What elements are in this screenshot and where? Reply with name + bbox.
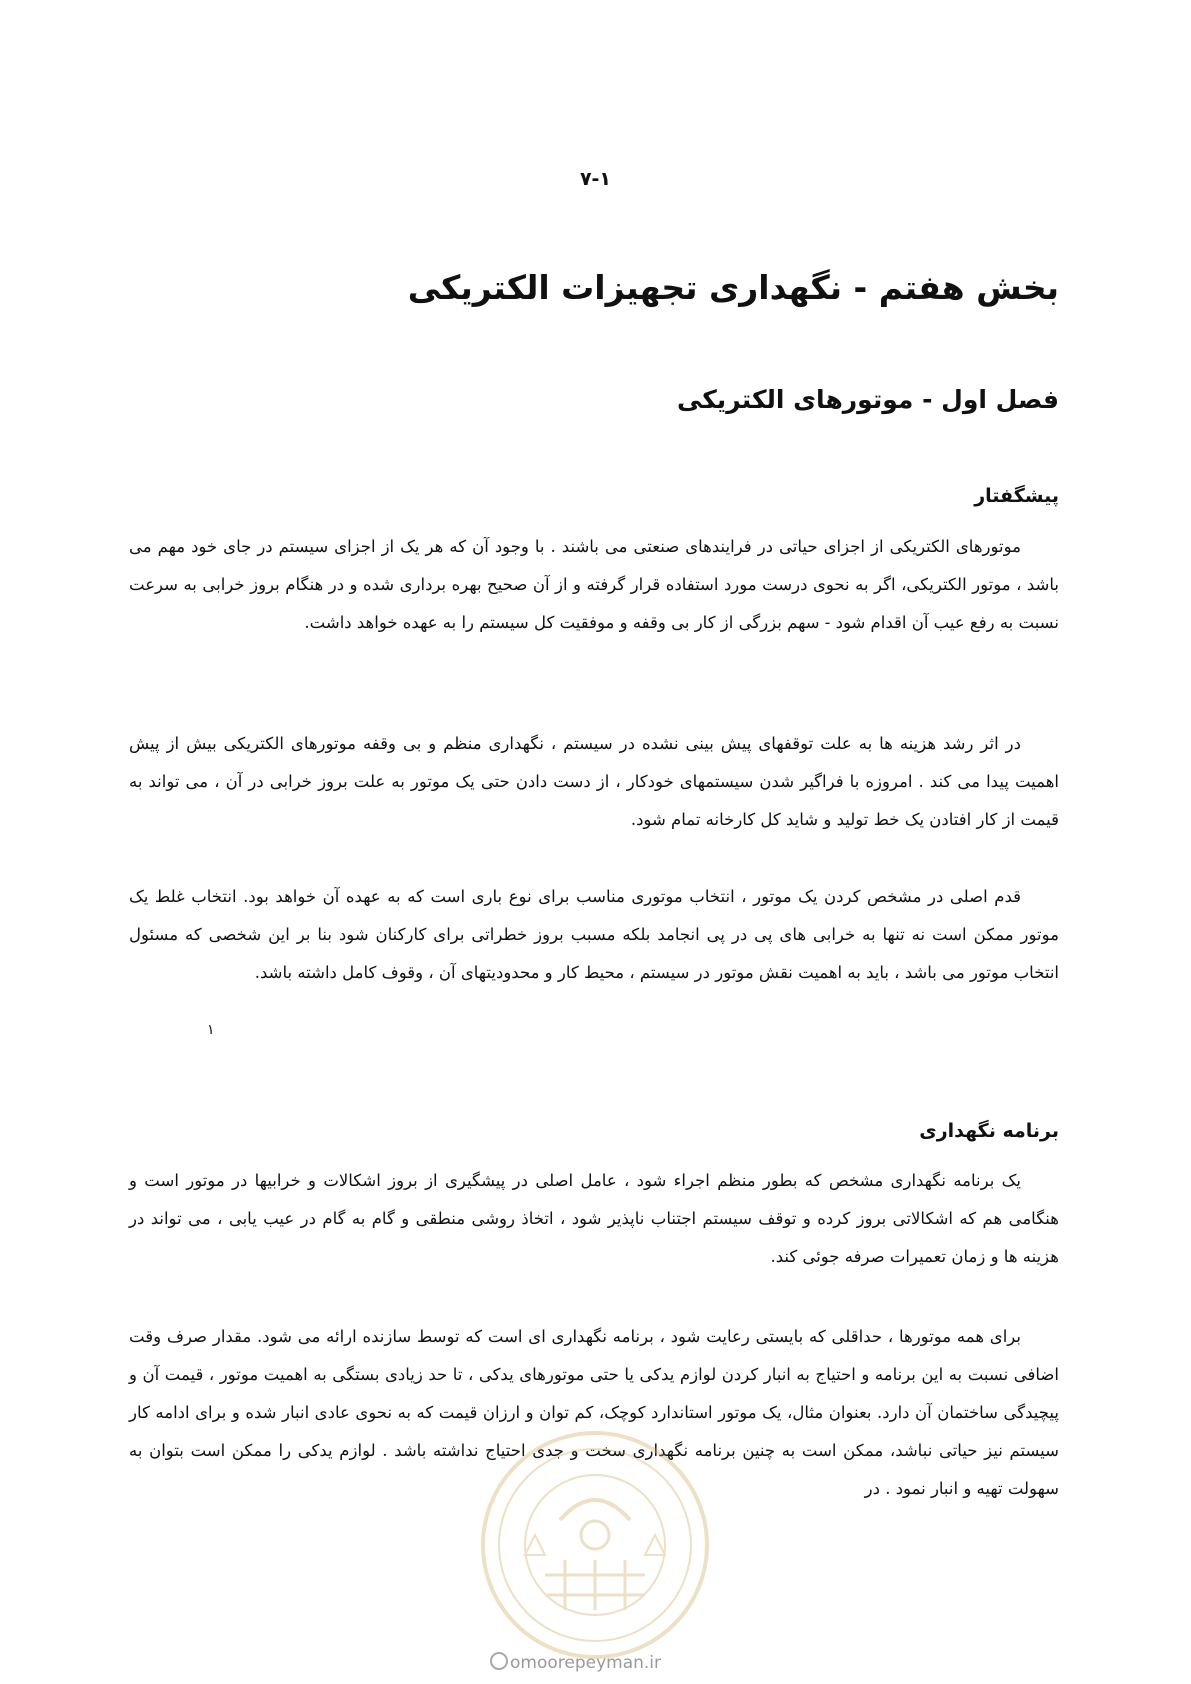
part-title: بخش هفتم - نگهداری تجهیزات الکتریکی bbox=[407, 268, 1059, 307]
paragraph: برای همه موتورها ، حداقلی که بایستی رعایت شود ، برنامه نگهداری ای است که توسط سازنده ارائه می شود. مقدار صرف وقت اضافی نسبت به این برنامه و احتیاج به انبار کردن لوازم یدکی یا حتی موتورهای یدکی ، تا حد زیادی بستگی به اهمیت موتور ، قیمت آن و پیچیدگی ساختمان آن دارد. بعنوان مثال، یک موتور استاندارد کوچک، کم توان و ارزان قیمت که به نحوی عادی انبار شده و برای ادامه کار سیستم نیز حیاتی نباشد، ممکن است به چنین برنامه نگهداری سخت و جدی احتیاج نداشته باشد . لوازم یدکی را ممکن است بتوان به سهولت تهیه و انبار نمود . در bbox=[129, 1327, 1059, 1498]
chapter-title: فصل اول - موتورهای الکتریکی bbox=[676, 385, 1059, 414]
page-number: ۷-۱ bbox=[579, 168, 612, 190]
paragraph: قدم اصلی در مشخص کردن یک موتور ، انتخاب موتوری مناسب برای نوع باری است که به عهده آن خواهد بود. انتخاب غلط یک موتور ممکن است نه تنها به خرابی های پی در پی انجامد بلکه مسبب بروز خطراتی برای کارکنان شود بنا بر این شخصی که مسئول انتخاب موتور می باشد ، باید به اهمیت نقش موتور در سیستم ، محیط کار و محدودیتهای آن ، وقوف کامل داشته باشد. bbox=[129, 887, 1059, 982]
paragraph: یک برنامه نگهداری مشخص که بطور منظم اجراء شود ، عامل اصلی در پیشگیری از بروز اشکالات و خرابیها در موتور است و هنگامی هم که اشکالاتی بروز کرده و توقف سیستم اجتناب ناپذیر شود ، اتخاذ روشی منطقی و گام به گام در عیب یابی ، می تواند در هزینه ها و زمان تعمیرات صرفه جوئی کند. bbox=[129, 1171, 1059, 1266]
section-heading-maintenance-program: برنامه نگهداری bbox=[919, 1120, 1059, 1142]
stray-mark: ۱ bbox=[207, 1022, 215, 1038]
watermark-site-label bbox=[490, 1652, 661, 1673]
watermark-seal-icon bbox=[475, 1425, 715, 1665]
section-heading-preface: پیشگفتار bbox=[974, 485, 1059, 507]
paragraph: در اثر رشد هزینه ها به علت توقفهای پیش بینی نشده در سیستم ، نگهداری منظم و بی وقفه موتورهای الکتریکی بیش از پیش اهمیت پیدا می کند . امروزه با فراگیر شدن سیستمهای خودکار ، از دست دادن حتی یک موتور به علت بروز خرابی در آن ، می تواند به قیمت از کار افتادن یک خط تولید و شاید کل کارخانه تمام شود. bbox=[129, 734, 1059, 829]
paragraph: موتورهای الکتریکی از اجزای حیاتی در فرایندهای صنعتی می باشند . با وجود آن که هر یک از اجزای سیستم در جای خود مهم می باشد ، موتور الکتریکی، اگر به نحوی درست مورد استفاده قرار گرفته و از آن صحیح بهره برداری شده و در هنگام بروز خرابی به سرعت نسبت به رفع عیب آن اقدام شود - سهم بزرگی از کار بی وقفه و موفقیت کل سیستم را به عهده خواهد داشت. bbox=[129, 537, 1059, 632]
watermark-site-text: omoorepeyman.ir bbox=[510, 1653, 662, 1673]
at-sign-icon bbox=[490, 1652, 508, 1670]
